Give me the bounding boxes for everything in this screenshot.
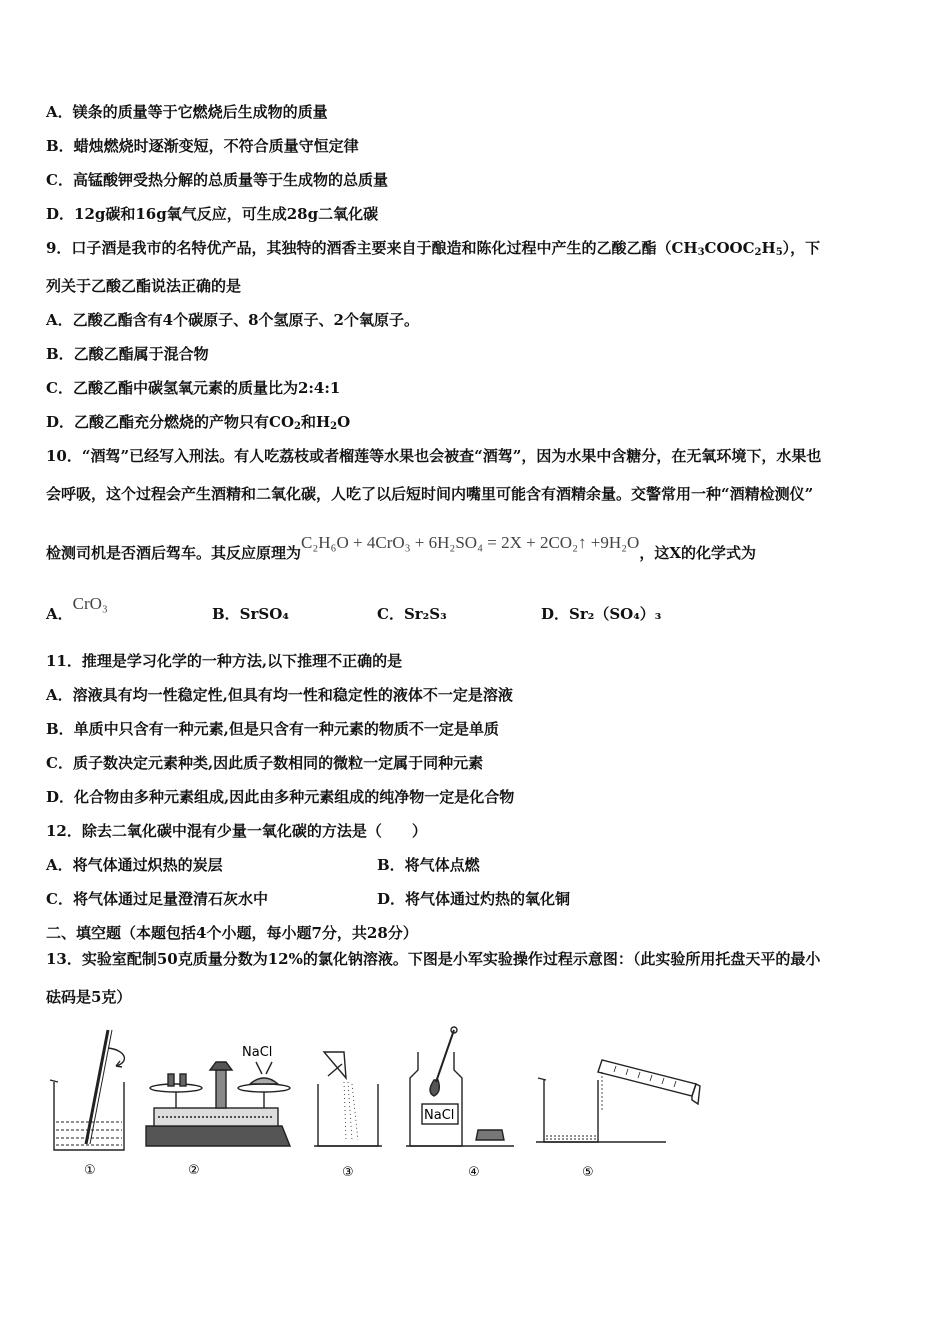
q10-option-d: D．Sr₂（SO₄）₃ bbox=[541, 605, 662, 623]
q10-option-a-formula: CrO₃ bbox=[72, 594, 108, 613]
q11-option-a: A．溶液具有均一性稳定性,但具有均一性和稳定性的液体不一定是溶液 bbox=[46, 686, 513, 704]
q11-stem: 11．推理是学习化学的一种方法,以下推理不正确的是 bbox=[46, 652, 403, 670]
q11-option-b: B．单质中只含有一种元素,但是只含有一种元素的物质不一定是单质 bbox=[46, 720, 499, 738]
q9-sub: 2 bbox=[754, 247, 762, 258]
q9-stem-text: ），下 bbox=[782, 239, 821, 257]
q9-option-b: B．乙酸乙酯属于混合物 bbox=[46, 345, 209, 363]
figure-label: ② bbox=[188, 1163, 200, 1178]
q9-stem-line1 bbox=[46, 238, 820, 258]
q12-option-d: D．将气体通过灼热的氧化铜 bbox=[377, 890, 571, 908]
q12-option-b: B．将气体点燃 bbox=[377, 856, 480, 874]
q9-option-a: A．乙酸乙酯含有4个碳原子、8个氢原子、2个氧原子。 bbox=[46, 311, 419, 329]
q9-sub: 2 bbox=[294, 421, 301, 432]
q9-sub: 5 bbox=[775, 247, 783, 258]
nacl-jar-label: NaCl bbox=[424, 1108, 455, 1123]
q11-option-c: C．质子数决定元素种类,因此质子数相同的微粒一定属于同种元素 bbox=[46, 754, 484, 772]
beaker-stirring-illustration bbox=[50, 1030, 124, 1150]
q10-stem-text: 检测司机是否酒后驾车。其反应原理为 bbox=[46, 544, 302, 562]
reaction-equation: C₂H₆O + 4CrO₃ + 6H₂SO₄ = 2X + 2CO₂↑ +9H₂O bbox=[301, 533, 640, 552]
q9-option-d bbox=[46, 412, 350, 432]
q10-option-b: B．SrSO₄ bbox=[212, 605, 289, 623]
balance-illustration bbox=[146, 1062, 290, 1146]
q10-option-a-label: A． bbox=[46, 605, 73, 623]
q9-stem-line2: 列关于乙酸乙酯说法正确的是 bbox=[46, 277, 242, 295]
reagent-jar-illustration bbox=[406, 1027, 514, 1146]
q9-sub: 2 bbox=[330, 421, 338, 432]
cylinder-pouring-illustration bbox=[536, 1060, 700, 1142]
figure-label: ③ bbox=[342, 1165, 354, 1180]
q9-d-text: 和H bbox=[300, 413, 331, 431]
q9-stem-text: COOC bbox=[704, 239, 755, 257]
experiment-figure bbox=[46, 1022, 706, 1190]
q8-option-c: C．高锰酸钾受热分解的总质量等于生成物的总质量 bbox=[46, 171, 388, 189]
figure-label: ⑤ bbox=[582, 1165, 594, 1180]
q9-sub: 3 bbox=[697, 247, 705, 258]
q12-stem: 12．除去二氧化碳中混有少量一氧化碳的方法是（ ） bbox=[46, 822, 427, 840]
q13-stem-line2: 砝码是5克） bbox=[46, 988, 132, 1006]
nacl-label: NaCl bbox=[242, 1045, 273, 1060]
q10-stem-text: ，这X的化学式为 bbox=[639, 544, 756, 562]
q10-option-c: C．Sr₂S₃ bbox=[377, 605, 447, 623]
q9-stem-text: H bbox=[761, 239, 776, 257]
section-title: 二、填空题（本题包括4个小题，每小题7分，共28分） bbox=[46, 924, 418, 942]
figure-label: ① bbox=[84, 1163, 96, 1178]
q8-option-d: D．12g碳和16g氧气反应，可生成28g二氧化碳 bbox=[46, 205, 379, 223]
q8-option-a: A．镁条的质量等于它燃烧后生成物的质量 bbox=[46, 103, 328, 121]
q12-option-a: A．将气体通过炽热的炭层 bbox=[46, 856, 223, 874]
q8-option-b: B．蜡烛燃烧时逐渐变短，不符合质量守恒定律 bbox=[46, 137, 359, 155]
pouring-illustration bbox=[314, 1052, 382, 1146]
q12-option-c: C．将气体通过足量澄清石灰水中 bbox=[46, 890, 268, 908]
q10-stem-line2: 会呼吸，这个过程会产生酒精和二氧化碳，人吃了以后短时间内嘴里可能含有酒精余量。交警常用一种“酒精检测仪” bbox=[46, 485, 814, 503]
q9-d-text: O bbox=[337, 413, 351, 431]
q9-option-c: C．乙酸乙酯中碳氢氧元素的质量比为2:4:1 bbox=[46, 379, 341, 397]
q13-stem-line1: 13．实验室配制50克质量分数为12%的氯化钠溶液。下图是小军实验操作过程示意图：（此实验所用托盘天平的最小 bbox=[46, 950, 821, 968]
q10-stem-line1: 10．“酒驾”已经写入刑法。有人吃荔枝或者榴莲等水果也会被查“酒驾”，因为水果中含糖分，在无氧环境下，水果也 bbox=[46, 447, 822, 465]
q9-stem-text: 9．口子酒是我市的名特优产品，其独特的酒香主要来自于酿造和陈化过程中产生的乙酸乙酯（CH bbox=[46, 239, 698, 257]
q10-option-a bbox=[46, 594, 108, 624]
q11-option-d: D．化合物由多种元素组成,因此由多种元素组成的纯净物一定是化合物 bbox=[46, 788, 515, 806]
q9-d-text: D．乙酸乙酯充分燃烧的产物只有CO bbox=[46, 413, 295, 431]
figure-label: ④ bbox=[468, 1165, 480, 1180]
q10-stem-line3 bbox=[46, 533, 756, 563]
